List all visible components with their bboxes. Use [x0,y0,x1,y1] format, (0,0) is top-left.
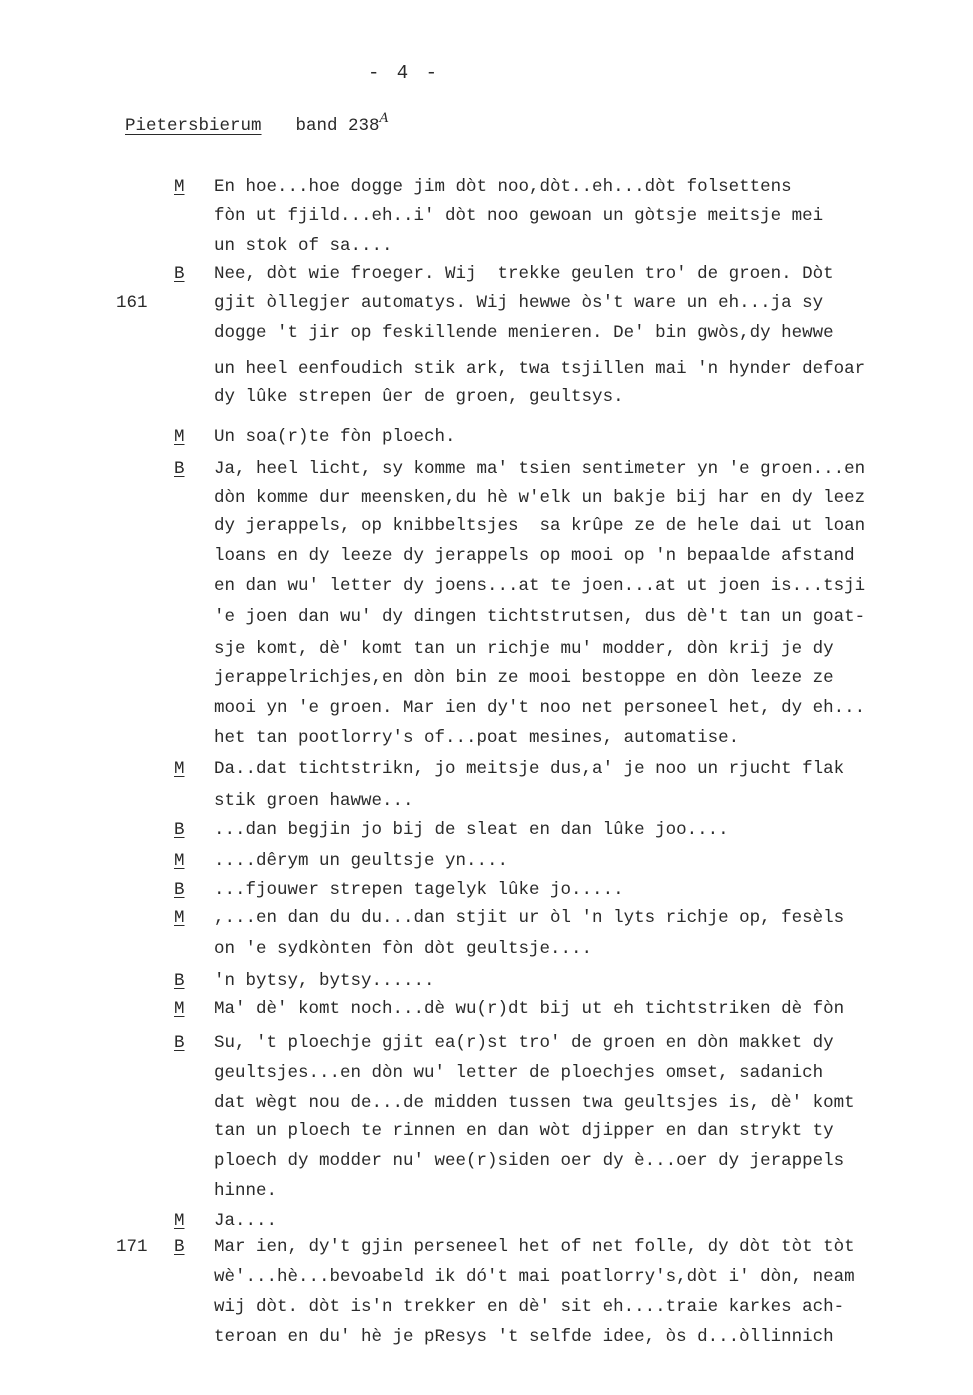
line-text: fòn ut fjild...eh..i' dòt noo gewoan un gòtsje meitsje mei [214,206,824,226]
line-text: sje komt, dè' komt tan un richje mu' modder, dòn krij je dy [214,639,834,659]
line-text: wij dòt. dòt is'n trekker en dè' sit eh....traie karkes ach- [214,1297,845,1317]
line-text: mooi yn 'e groen. Mar ien dy't noo net personeel het, dy eh... [214,698,866,718]
transcript-line [0,233,973,259]
transcript-line [0,695,973,721]
transcript-line [0,513,973,539]
transcript-line [0,456,973,482]
transcript-line [0,356,973,382]
line-text: en dan wu' letter dy joens...at te joen...at ut joen is...tsji [214,576,866,596]
speaker-label: M [174,999,185,1019]
transcript-line [0,1294,973,1320]
line-number: 161 [116,293,148,313]
line-text: dogge 't jir op feskillende menieren. De' bin gwòs,dy hewwe [214,323,834,343]
transcript-line [0,996,973,1022]
page-header [125,111,389,136]
transcript-line [0,1118,973,1144]
line-text: dat wègt nou de...de midden tussen twa geultsjes is, dè' komt [214,1093,855,1113]
transcript-line [0,1264,973,1290]
transcript-line [0,384,973,410]
line-text: on 'e sydkònten fòn dòt geultsje.... [214,939,593,959]
transcript-line [0,1324,973,1350]
line-text: jerappelrichjes,en dòn bin ze mooi bestoppe en dòn leeze ze [214,668,834,688]
line-text: dy lûke strepen ûer de groen, geultsys. [214,387,624,407]
transcript-line [0,788,973,814]
line-text: En hoe...hoe dogge jim dòt noo,dòt..eh...dòt folsettens [214,177,792,197]
transcript-line [0,1030,973,1056]
speaker-label: B [174,820,185,840]
line-text: Da..dat tichtstrikn, jo meitsje dus,a' je noo un rjucht flak [214,759,845,779]
line-text: Mar ien, dy't gjin perseneel het of net folle, dy dòt tòt tòt [214,1237,855,1257]
speaker-label: B [174,880,185,900]
line-text: stik groen hawwe... [214,791,414,811]
transcript-line [0,485,973,511]
speaker-label: M [174,908,185,928]
page-number: - 4 - [368,62,441,84]
transcript-line [0,290,973,316]
line-text: 'n bytsy, bytsy...... [214,971,435,991]
line-text: geultsjes...en dòn wu' letter de ploechjes omset, sadanich [214,1063,824,1083]
line-text: 'e joen dan wu' dy dingen tichtstrutsen, dus dè't tan un goat- [214,607,866,627]
line-text: loans en dy leeze dy jerappels op mooi op 'n bepaalde afstand [214,546,855,566]
speaker-label: B [174,264,185,284]
speaker-label: M [174,177,185,197]
transcript-line [0,936,973,962]
line-text: wè'...hè...bevoabeld ik dó't mai poatlorry's,dòt i' dòn, neam [214,1267,855,1287]
transcript-line [0,573,973,599]
speaker-label: B [174,1237,185,1257]
transcript-line [0,636,973,662]
line-text: dòn komme dur meensken,du hè w'elk un bakje bij har en dy leez [214,488,866,508]
transcript-line [0,203,973,229]
header-place: Pietersbierum [125,116,262,136]
line-text: ...dan begjin jo bij de sleat en dan lûke joo.... [214,820,729,840]
line-text: ....dêrym un geultsje yn.... [214,851,509,871]
speaker-label: M [174,427,185,447]
line-text: un heel eenfoudich stik ark, twa tsjillen mai 'n hynder defoar [214,359,866,379]
transcript-line [0,848,973,874]
transcript-line [0,665,973,691]
header-band-mark: A [379,111,389,126]
line-text: Su, 't ploechje gjit ea(r)st tro' de groen en dòn makket dy [214,1033,834,1053]
transcript-line [0,756,973,782]
speaker-label: M [174,759,185,779]
transcript-line [0,174,973,200]
transcript-line [0,261,973,287]
transcript-line [0,1148,973,1174]
transcript-line [0,905,973,931]
speaker-label: M [174,851,185,871]
line-text: Un soa(r)te fòn ploech. [214,427,456,447]
transcript-line [0,877,973,903]
line-text: teroan en du' hè je pResys 't selfde idee, òs d...òllinnich [214,1327,834,1347]
line-text: ,...en dan du du...dan stjit ur òl 'n lyts richje op, fesèls [214,908,845,928]
line-text: hinne. [214,1181,278,1201]
line-text: tan un ploech te rinnen en dan wòt djipper en dan strykt ty [214,1121,834,1141]
line-text: dy jerappels, op knibbeltsjes sa krûpe ze de hele dai ut loan [214,516,866,536]
speaker-label: B [174,459,185,479]
transcript-line [0,725,973,751]
speaker-label: M [174,1211,185,1231]
transcript-line [0,1178,973,1204]
line-text: gjit òllegjer automatys. Wij hewwe òs't ware un eh...ja sy [214,293,824,313]
line-text: Ja.... [214,1211,278,1231]
transcript-line [0,817,973,843]
speaker-label: B [174,971,185,991]
line-text: Nee, dòt wie froeger. Wij trekke geulen tro' de groen. Dòt [214,264,834,284]
line-text: Ja, heel licht, sy komme ma' tsien sentimeter yn 'e groen...en [214,459,866,479]
transcript-line [0,1208,973,1234]
transcript-line [0,424,973,450]
line-text: het tan pootlorry's of...poat mesines, automatise. [214,728,740,748]
transcript-line [0,604,973,630]
line-text: ...fjouwer strepen tagelyk lûke jo..... [214,880,624,900]
line-text: Ma' dè' komt noch...dè wu(r)dt bij ut eh tichtstriken dè fòn [214,999,845,1019]
transcript-line [0,968,973,994]
transcript-line [0,1090,973,1116]
transcript-line [0,1234,973,1260]
speaker-label: B [174,1033,185,1053]
line-text: ploech dy modder nu' wee(r)siden oer dy è...oer dy jerappels [214,1151,845,1171]
header-band: band 238 [295,116,380,136]
line-text: un stok of sa.... [214,236,393,256]
line-number: 171 [116,1237,148,1257]
transcript-line [0,1060,973,1086]
transcript-line [0,543,973,569]
transcript-line [0,320,973,346]
